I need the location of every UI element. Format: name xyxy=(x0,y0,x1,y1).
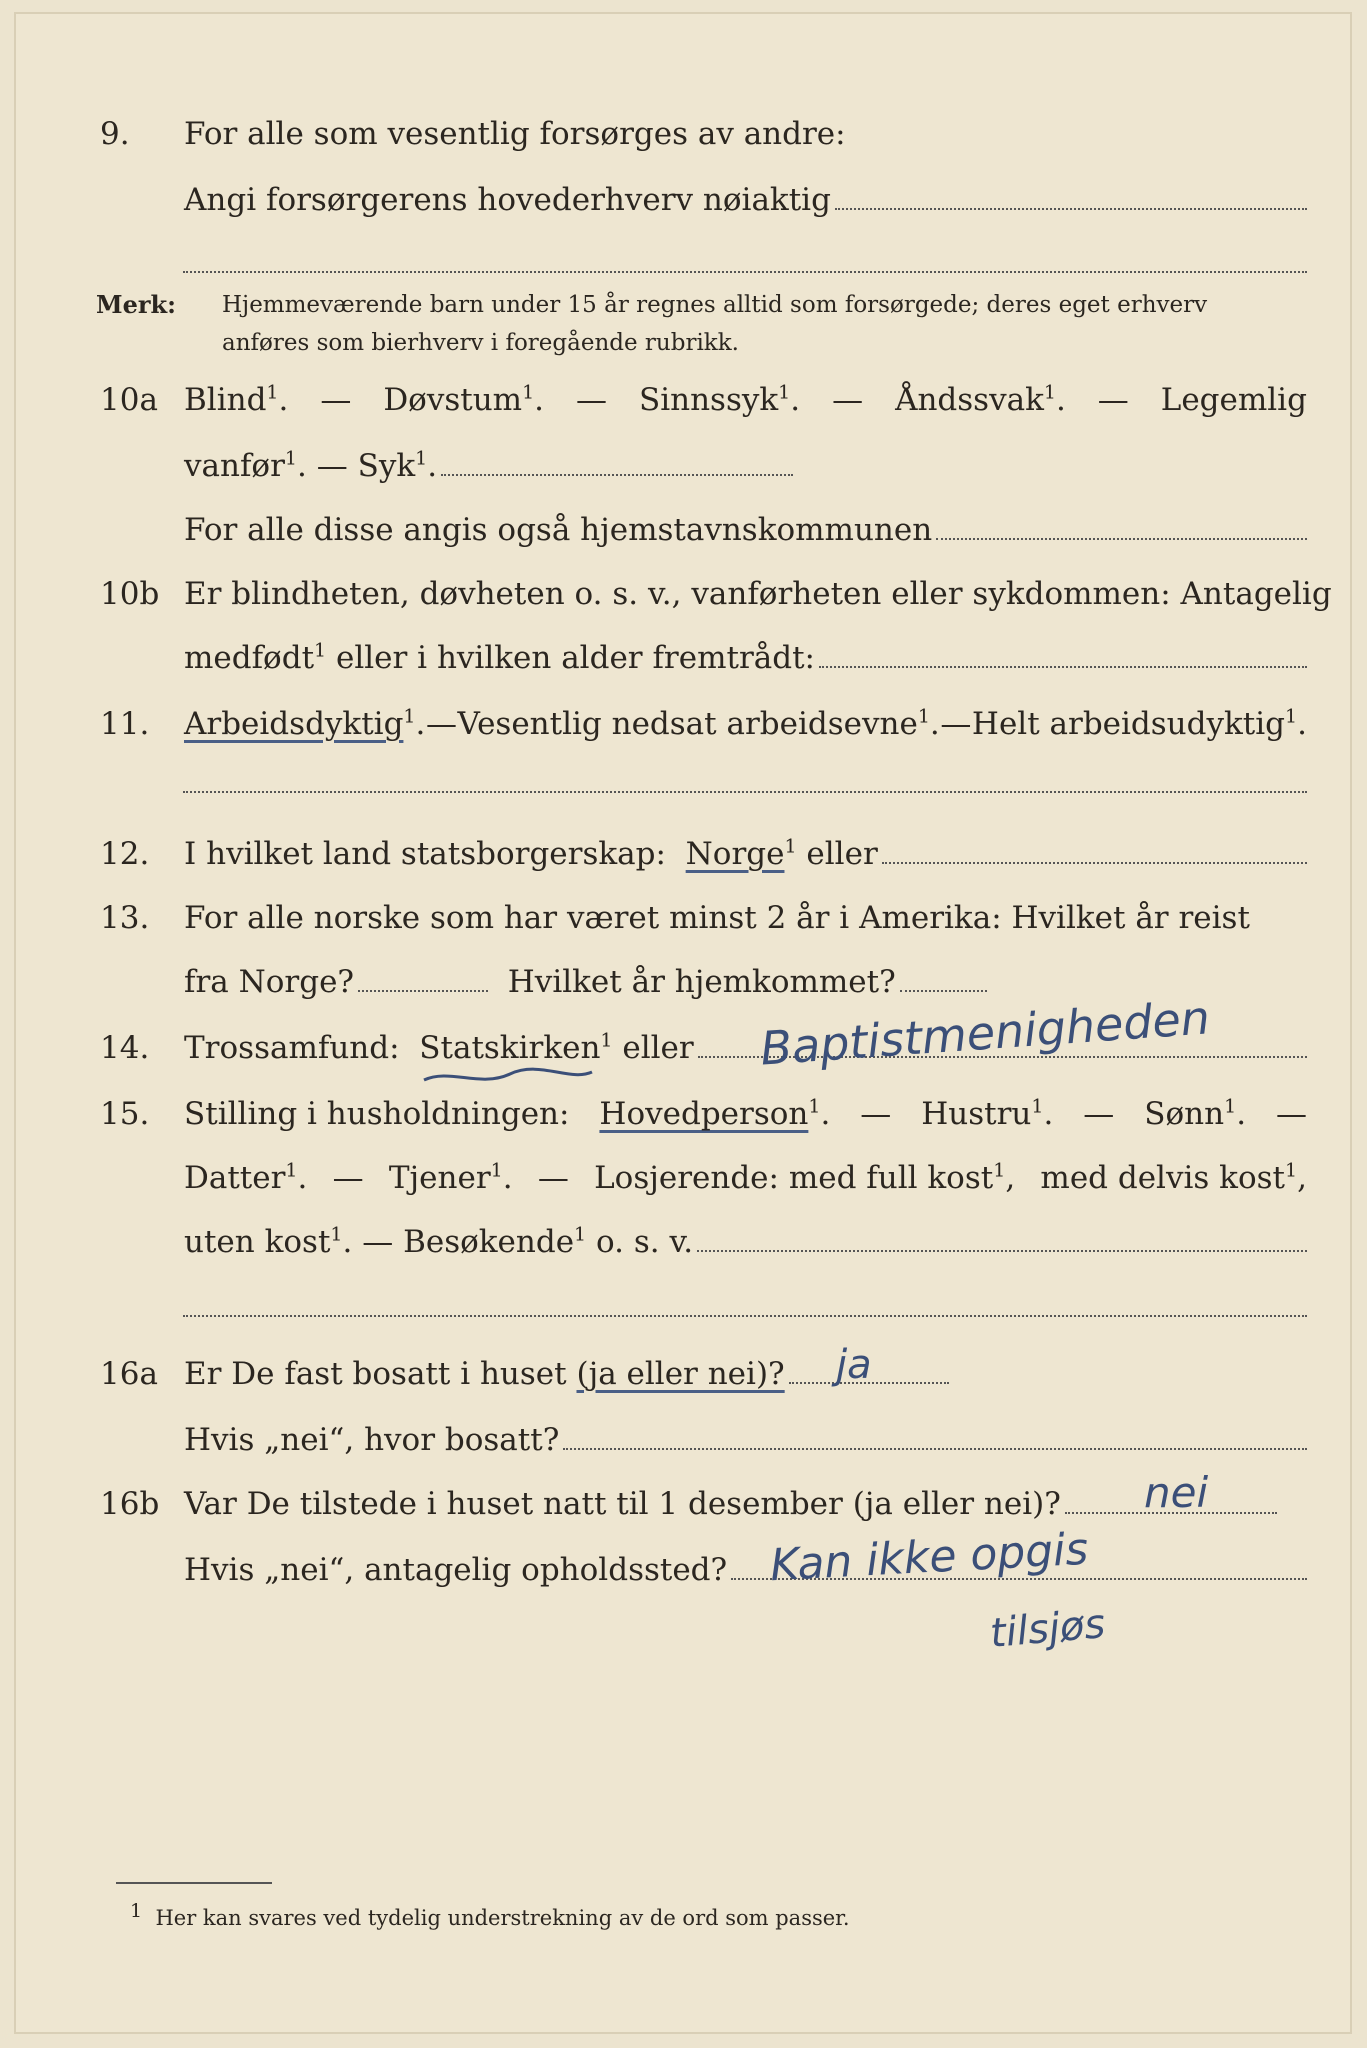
q11-line: 11. Arbeidsdyktig$^1$. — Vesentlig nedsat arbeidsevne$^1$. — Helt arbeidsudyktig$^1$. xyxy=(0,702,1367,746)
answer-line[interactable] xyxy=(900,989,987,992)
q14-handwritten-answer: Baptistmenigheden xyxy=(758,990,1212,1076)
strikethrough-mark xyxy=(420,1062,600,1092)
footnote-text: Her kan svares ved tydelig understrekning av de ord som passer. xyxy=(155,1906,850,1930)
q15-number: 15. xyxy=(100,1096,150,1132)
q10a-dovstum: Døvstum xyxy=(383,382,523,418)
q15-uten[interactable]: uten kost xyxy=(184,1224,331,1260)
q14-text: Trossamfund: xyxy=(184,1030,400,1066)
q10a-sinnssyk: Sinnssyk xyxy=(638,382,779,418)
answer-line[interactable] xyxy=(819,665,1307,668)
q13-text: For alle norske som har været minst 2 år i Amerika: Hvilket år reist xyxy=(184,900,1250,936)
q12-line: 12. I hvilket land statsborgerskap: Norge$^1$ eller xyxy=(0,832,1367,876)
q16b-handwritten-place2: tilsjøs xyxy=(988,1601,1107,1657)
footnote-rule xyxy=(116,1882,272,1884)
q15-hovedperson[interactable]: Hovedperson xyxy=(599,1096,809,1132)
q11-answer-line[interactable] xyxy=(183,790,1307,793)
footnote-marker: 1 xyxy=(130,1900,143,1922)
q9-line2 xyxy=(0,178,1367,222)
q15-besokende[interactable]: Besøkende xyxy=(403,1224,575,1260)
q16b-handwritten-answer: nei xyxy=(1144,1468,1209,1517)
q15-hustru[interactable]: Hustru xyxy=(921,1096,1032,1132)
q10b-line1 xyxy=(0,572,1367,616)
q9-text2: Angi forsørgerens hovederhverv nøiaktig xyxy=(184,182,831,218)
q10a-text3: For alle disse angis også hjemstavnskommunen xyxy=(184,512,933,548)
answer-line[interactable] xyxy=(936,537,1307,540)
q10b-line2: medfødt$^1$ eller i hvilken alder fremtrådt: xyxy=(0,636,1367,680)
q12-norge[interactable]: Norge xyxy=(685,836,785,872)
q12-number: 12. xyxy=(100,836,150,872)
q11-nedsat[interactable]: Vesentlig nedsat arbeidsevne xyxy=(457,706,918,742)
q13-hjemkommet: Hvilket år hjemkommet? xyxy=(507,964,896,1000)
q10a-andssvak: Åndssvak xyxy=(895,382,1044,418)
q15-answer-line[interactable] xyxy=(183,1314,1307,1317)
answer-line[interactable] xyxy=(835,207,1307,210)
q14-line: 14. Trossamfund: Statskirken$^1$ eller xyxy=(0,1026,1367,1070)
answer-line[interactable] xyxy=(358,989,488,992)
q9-answer-line[interactable] xyxy=(183,270,1307,273)
q10b-number: 10b xyxy=(100,576,160,612)
q13-fra-norge: fra Norge? xyxy=(184,964,355,1000)
q16a-handwritten-answer: ja xyxy=(836,1342,872,1388)
footnote xyxy=(130,1900,850,1930)
q16a-line1 xyxy=(0,1352,1367,1396)
q15-text: Stilling i husholdningen: xyxy=(184,1096,570,1132)
merk-label: Merk: xyxy=(96,290,176,319)
q16b-handwritten-place: Kan ikke opgis xyxy=(768,1523,1090,1592)
answer-line[interactable] xyxy=(441,473,793,476)
q14-eller: eller xyxy=(622,1030,694,1066)
q16a-text: Er De fast bosatt i huset xyxy=(184,1356,567,1392)
q10a-syk: Syk xyxy=(357,448,416,484)
q16b-number: 16b xyxy=(100,1486,160,1522)
q15-losjerende[interactable]: Losjerende: med full kost xyxy=(594,1160,994,1196)
q10a-line1: 10a Blind$^1$. — Døvstum$^1$. — Sinnssyk$^1$. — Åndssvak$^1$. — Legemlig xyxy=(0,378,1367,422)
q9-number: 9. xyxy=(100,116,130,152)
q13-line1 xyxy=(0,896,1367,940)
q11-arbeidsdyktig[interactable]: Arbeidsdyktig xyxy=(184,706,404,742)
q16a-number: 16a xyxy=(100,1356,158,1392)
q10b-medfodt: medfødt xyxy=(184,640,315,676)
answer-line[interactable] xyxy=(882,861,1307,864)
q14-number: 14. xyxy=(100,1030,150,1066)
q16b-line2 xyxy=(0,1548,1367,1592)
q16a-text2: Hvis „nei“, hvor bosatt? xyxy=(184,1422,560,1458)
q10a-number: 10a xyxy=(100,382,158,418)
merk-text2: anføres som bierhverv i foregående rubrikk. xyxy=(222,330,739,356)
q11-udyktig[interactable]: Helt arbeidsudyktig xyxy=(971,706,1286,742)
q12-eller: eller xyxy=(806,836,878,872)
q16b-text2: Hvis „nei“, antagelig opholdssted? xyxy=(184,1552,728,1588)
merk-text1: Hjemmeværende barn under 15 år regnes alltid som forsørgede; deres eget erhverv xyxy=(222,292,1208,318)
q10a-line2: vanfør$^1$. — Syk$^1$. xyxy=(0,444,1367,488)
q16a-ja-eller-nei: (ja eller nei)? xyxy=(576,1356,785,1392)
q16a-line2 xyxy=(0,1418,1367,1462)
q15-datter[interactable]: Datter xyxy=(184,1160,286,1196)
q15-tjener[interactable]: Tjener xyxy=(388,1160,491,1196)
q13-number: 13. xyxy=(100,900,150,936)
q10a-vanfor: vanfør xyxy=(184,448,285,484)
q9-text: For alle som vesentlig forsørges av andre: xyxy=(184,116,846,152)
q10b-text2: eller i hvilken alder fremtrådt: xyxy=(335,640,816,676)
q16b-text: Var De tilstede i huset natt til 1 desember (ja eller nei)? xyxy=(184,1486,1061,1522)
q15-line2: Datter$^1$. — Tjener$^1$. — Losjerende: med full kost$^1$, med delvis kost$^1$, xyxy=(184,1159,1307,1196)
q10a-legemlig: Legemlig xyxy=(1160,382,1307,418)
q11-number: 11. xyxy=(100,706,150,742)
q9-line1 xyxy=(0,112,1367,156)
q14-statskirken[interactable]: Statskirken xyxy=(419,1030,601,1066)
q15-sonn[interactable]: Sønn xyxy=(1144,1096,1225,1132)
q10b-text: Er blindheten, døvheten o. s. v., vanførheten eller sykdommen: Antagelig xyxy=(184,576,1332,612)
q12-text: I hvilket land statsborgerskap: xyxy=(184,836,666,872)
q15-osv: o. s. v. xyxy=(596,1224,694,1260)
q15-line1: 15. Stilling i husholdningen: Hovedperson$^1$. — Hustru$^1$. — Sønn$^1$. — xyxy=(0,1092,1367,1136)
q15-line3: uten kost$^1$. — Besøkende$^1$ o. s. v. xyxy=(0,1220,1367,1264)
q15-delvis[interactable]: med delvis kost xyxy=(1040,1160,1285,1196)
q10a-line3 xyxy=(0,508,1367,552)
q10a-blind: Blind xyxy=(184,382,267,418)
answer-line[interactable] xyxy=(697,1249,1307,1252)
answer-line[interactable] xyxy=(563,1447,1307,1450)
